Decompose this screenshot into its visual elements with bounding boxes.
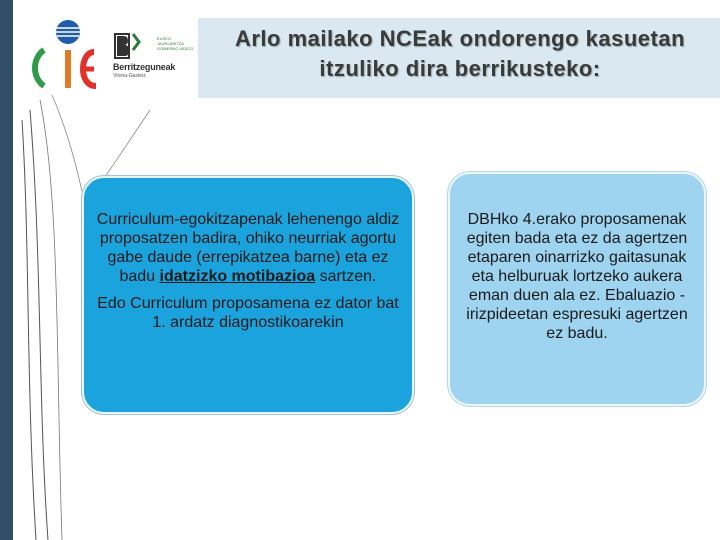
left-box-text-before: Curriculum-egokitzapenak lehenengo aldiz proposatzen badira, ohiko neurriak agortu gabe daude (errepikatzea barne) eta ez badu	[96, 211, 400, 285]
right-criteria-box	[448, 172, 706, 406]
gobierno-logo-text: EUSKO JAURLARITZA GOBIERNO VASCO	[157, 36, 194, 51]
berritzeguneak-label: Berritzeguneak	[113, 62, 176, 72]
left-box-underlined-text: idatzizko motibazioa	[159, 268, 316, 285]
right-box-paragraph: DBHko 4.erako proposamenak egiten bada eta ez da agertzen etaparen oinarrizko gaitasunak eta helburuak lortzeko aukera eman duen ala ez. Ebaluazio -irizpideetan espresuki agertzen ez badu.	[466, 211, 688, 342]
berritzeguneak-sublabel: Vitoria-Gasteiz	[113, 73, 146, 79]
die-logo	[30, 18, 102, 92]
title-line-1: Arlo mailako NCEak ondorengo kasuetan	[234, 26, 686, 51]
left-box-paragraph-2: Edo Curriculum proposamena ez dator bat 1. ardatz diagnostikoarekin	[97, 295, 399, 331]
berritzeguneak-logo	[113, 32, 203, 82]
left-criteria-box	[82, 176, 414, 414]
slide-title	[210, 24, 710, 84]
left-box-paragraph-1	[94, 210, 402, 286]
title-line-2: itzuliko dira berrikusteko:	[319, 56, 601, 81]
left-box-text-after: sartzen.	[315, 268, 377, 285]
